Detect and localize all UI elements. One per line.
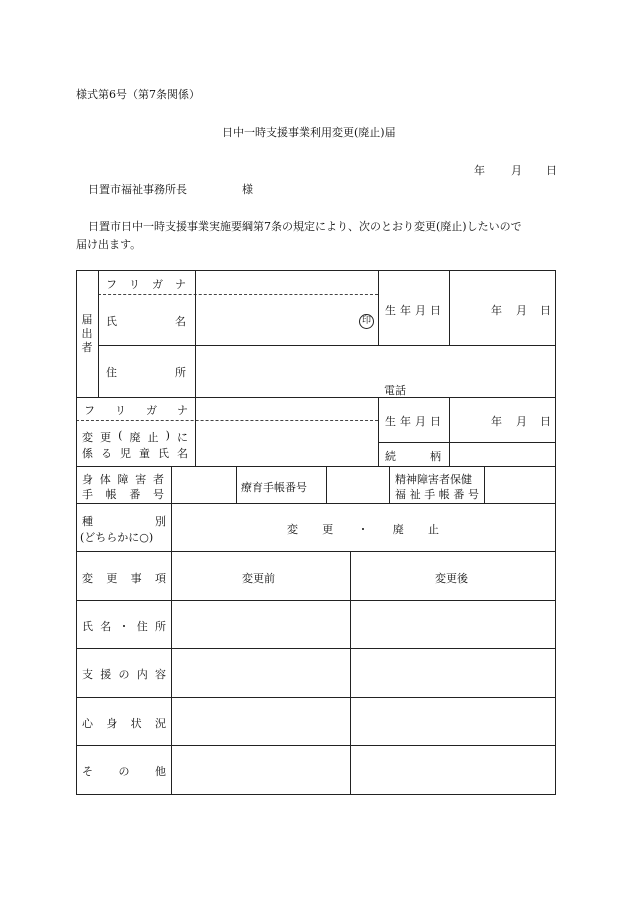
physical-handbook-input[interactable] <box>173 468 235 502</box>
row-other-after-input[interactable] <box>352 747 554 793</box>
child-dob-day: 日 <box>540 415 551 428</box>
row-name-address-before-input[interactable] <box>173 602 349 647</box>
row-condition-after-input[interactable] <box>352 699 554 744</box>
row-condition-before-input[interactable] <box>173 699 349 744</box>
before-change-header: 変更前 <box>242 572 275 585</box>
child-dob-input[interactable] <box>451 399 553 441</box>
applicant-dob-input[interactable] <box>451 272 553 344</box>
child-relation-input[interactable] <box>451 444 553 465</box>
addressee: 日置市福祉事務所長 <box>88 183 187 196</box>
mental-handbook-label-line2: 福 祉 手 帳 番 号 <box>395 488 479 501</box>
type-label-line2: (どちらかに○) <box>80 531 154 544</box>
form-title: 日中一時支援事業利用変更(廃止)届 <box>222 126 396 139</box>
after-change-header: 変更後 <box>435 572 468 585</box>
mental-handbook-input[interactable] <box>486 468 554 502</box>
applicant-dob-label: 生 年 月 日 <box>385 304 441 317</box>
date-day-label: 日 <box>546 164 557 177</box>
applicant-phone-label: 電話 <box>384 384 406 397</box>
applicant-dob-year: 年 <box>491 304 502 317</box>
body-text-line2: 届け出ます。 <box>76 238 142 251</box>
option-separator: ・ <box>357 523 369 536</box>
seal-mark-icon: 印 <box>359 314 374 329</box>
mental-handbook-label-line1: 精神障害者保健 <box>395 473 472 486</box>
applicant-dob-month: 月 <box>516 304 527 317</box>
row-support-content-before-input[interactable] <box>173 650 349 696</box>
rehab-handbook-label: 療育手帳番号 <box>241 481 307 494</box>
honorific: 様 <box>242 183 253 196</box>
child-furigana-input[interactable] <box>197 399 377 419</box>
body-text-line1: 日置市日中一時支援事業実施要綱第7条の規定により、次のとおり変更(廃止)したいので <box>88 220 522 233</box>
option-abolish-2[interactable]: 止 <box>428 523 439 536</box>
child-relation-label: 続 柄 <box>385 450 441 463</box>
date-month-label: 月 <box>511 164 522 177</box>
child-name-input[interactable] <box>197 422 377 465</box>
row-support-content-after-input[interactable] <box>352 650 554 696</box>
form-number: 様式第6号（第7条関係） <box>76 88 200 101</box>
applicant-address-input[interactable] <box>197 347 553 396</box>
row-name-address-label: 氏 名 ・ 住 所 <box>82 620 166 633</box>
option-change-2[interactable]: 更 <box>322 523 334 536</box>
type-options[interactable] <box>287 521 439 537</box>
type-label-line1: 種 別 <box>82 515 166 528</box>
option-change-1[interactable]: 変 <box>287 523 298 536</box>
rehab-handbook-input[interactable] <box>328 468 388 502</box>
applicant-name-input[interactable] <box>197 296 357 344</box>
physical-handbook-label-line2: 手 帳 番 号 <box>82 488 164 501</box>
applicant-address-label: 住 所 <box>106 366 186 379</box>
row-other-label: そ の 他 <box>82 765 166 778</box>
change-items-label: 変 更 事 項 <box>82 572 166 585</box>
physical-handbook-label-line1: 身 体 障 害 者 <box>82 473 164 486</box>
row-name-address-after-input[interactable] <box>352 602 554 647</box>
child-name-label-line2: 係 る 児 童 氏 名 <box>82 447 188 460</box>
applicant-dob-day: 日 <box>540 304 551 317</box>
applicant-furigana-input[interactable] <box>197 272 377 293</box>
child-dob-month: 月 <box>516 415 527 428</box>
option-abolish-1[interactable]: 廃 <box>392 523 404 536</box>
row-condition-label: 心 身 状 況 <box>82 717 166 730</box>
child-dob-year: 年 <box>491 415 502 428</box>
date-year-label: 年 <box>474 164 485 177</box>
child-name-label-line1: 変 更 ( 廃 止 ) に <box>82 429 188 444</box>
applicant-section-label: 届出者 <box>81 313 93 354</box>
applicant-furigana-label: フ リ ガ ナ <box>106 278 186 291</box>
child-dob-label: 生 年 月 日 <box>385 415 441 428</box>
row-support-content-label: 支 援 の 内 容 <box>82 668 166 681</box>
applicant-name-label: 氏 名 <box>106 315 186 328</box>
row-other-before-input[interactable] <box>173 747 349 793</box>
child-furigana-label: フ リ ガ ナ <box>84 404 188 417</box>
